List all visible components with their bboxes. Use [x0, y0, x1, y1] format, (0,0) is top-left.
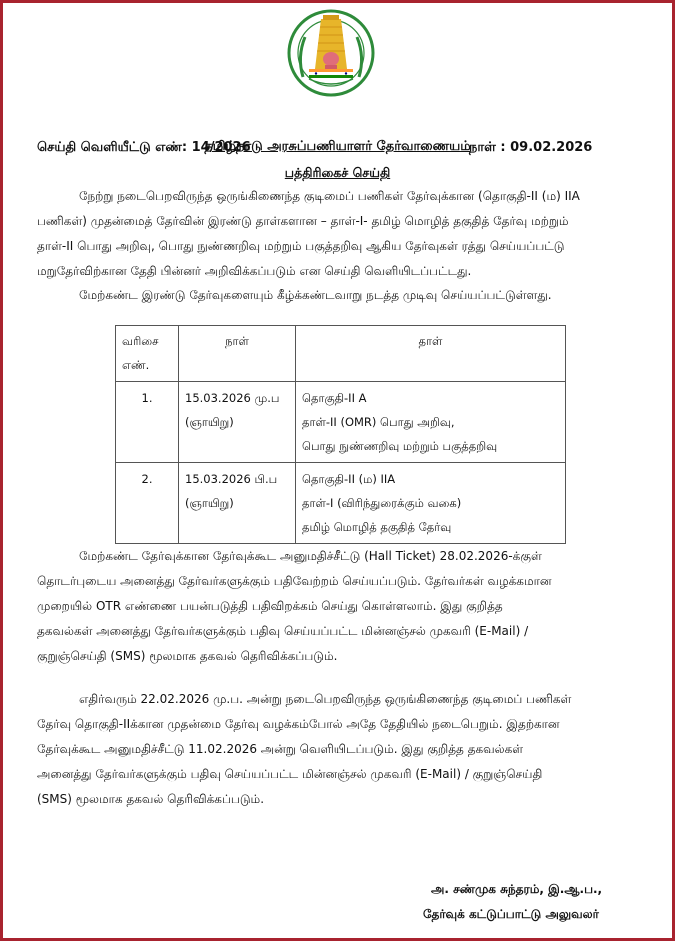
paragraph-exam-cancellation: [37, 184, 639, 284]
paragraph-line: குறுஞ்செய்தி (SMS) மூலமாக தகவல் தெரிவிக்கப்படும்.: [37, 649, 338, 663]
paragraph-decision: [37, 283, 639, 308]
cell-serial: 1.: [116, 382, 179, 463]
paragraph-line: தொடர்புடைய அனைத்து தேர்வர்களுக்கும் பதிவேற்றம் செய்யப்படும். தேர்வர்கள் வழக்கமான: [37, 574, 552, 588]
exam-date: 15.03.2026 பி.ப: [185, 472, 278, 486]
exam-schedule-table: [115, 325, 566, 544]
exam-day: (ஞாயிறு): [185, 496, 234, 510]
paragraph-line: தாள்-II பொது அறிவு, பொது நுண்ணறிவு மற்றும் பகுத்தறிவு ஆகிய தேர்வுகள் ரத்து செய்யப்பட்டு: [37, 239, 565, 253]
paragraph-line: தகவல்கள் அனைத்து தேர்வர்களுக்கும் பதிவு செய்யப்பட்ட மின்னஞ்சல் முகவரி (E-Mail) /: [37, 624, 529, 638]
table-row: [116, 382, 566, 463]
paragraph-line: தேர்வு தொகுதி-IIக்கான முதன்மை தேர்வு வழக்கம்போல் அதே தேதியில் நடைபெறும். இதற்கான: [37, 717, 560, 731]
paragraph-line: பணிகள்) முதன்மைத் தேர்வின் இரண்டு தாள்களான – தாள்-I- தமிழ் மொழித் தகுதித் தேர்வு மற்றும்: [37, 214, 569, 228]
cell-paper: [296, 463, 566, 544]
paragraph-line: அனைத்து தேர்வர்களுக்கும் பதிவு செய்யப்பட்ட மின்னஞ்சல் முகவரி (E-Mail) / குறுஞ்செய்தி: [37, 767, 543, 781]
table-row: [116, 463, 566, 544]
table-header-row: [116, 326, 566, 382]
cell-date: [179, 382, 296, 463]
column-header-date: நாள்: [179, 326, 296, 382]
cell-serial: 2.: [116, 463, 179, 544]
paper-subject: தமிழ் மொழித் தகுதித் தேர்வு: [302, 520, 452, 534]
paragraph-line: எதிர்வரும் 22.02.2026 மு.ப. அன்று நடைபெறவிருந்த ஒருங்கிணைந்த குடிமைப் பணிகள்: [79, 692, 572, 706]
paper-subject: பொது நுண்ணறிவு மற்றும் பகுத்தறிவு: [302, 439, 498, 453]
column-header-paper: தாள்: [296, 326, 566, 382]
paragraph-hall-ticket: [37, 544, 639, 669]
organization-title: தமிழ்நாடு அரசுப்பணியாளர் தேர்வாணையம்: [204, 139, 471, 154]
exam-day: (ஞாயிறு): [185, 415, 234, 429]
paragraph-line: (SMS) மூலமாக தகவல் தெரிவிக்கப்படும்.: [37, 792, 265, 806]
paragraph-line: நேற்று நடைபெறவிருந்த ஒருங்கிணைந்த குடிமைப் பணிகள் தேர்வுக்கான (தொகுதி-II (ம) IIA: [79, 189, 580, 203]
paragraph-line: மேற்கண்ட இரண்டு தேர்வுகளையும் கீழ்க்கண்டவாறு நடத்த முடிவு செய்யப்பட்டுள்ளது.: [79, 288, 552, 302]
paragraph-group2-exam: [37, 687, 639, 812]
paper-group: தொகுதி-II (ம) IIA: [302, 472, 396, 486]
paper-name: தாள்-I (விரிந்துரைக்கும் வகை): [302, 496, 462, 510]
exam-date: 15.03.2026 மு.ப: [185, 391, 280, 405]
column-header-serial: வரிசை எண்.: [116, 326, 179, 382]
paragraph-line: மேற்கண்ட தேர்வுக்கான தேர்வுக்கூட அனுமதிச்சீட்டு (Hall Ticket) 28.02.2026-க்குள்: [79, 549, 542, 563]
paper-name: தாள்-II (OMR) பொது அறிவு,: [302, 415, 455, 429]
paragraph-line: தேர்வுக்கூட அனுமதிச்சீட்டு 11.02.2026 அன்று வெளியிடப்படும். இது குறித்த தகவல்கள்: [37, 742, 524, 756]
tamil-nadu-emblem-icon: [283, 7, 379, 103]
paragraph-line: முறையில் OTR எண்ணை பயன்படுத்தி பதிவிறக்கம் செய்து கொள்ளலாம். இது குறித்த: [37, 599, 503, 613]
paragraph-line: மறுதேர்விற்கான தேதி பின்னர் அறிவிக்கப்படும் என செய்தி வெளியிடப்பட்டது.: [37, 264, 472, 278]
signatory-designation: தேர்வுக் கட்டுப்பாட்டு அலுவலர்: [423, 907, 599, 921]
press-release-title: பத்திரிகைச் செய்தி: [284, 165, 391, 180]
cell-paper: [296, 382, 566, 463]
signatory-name: அ. சண்முக சுந்தரம், இ.ஆ.ப.,: [431, 882, 603, 896]
release-date: நாள் : 09.02.2026: [469, 140, 593, 155]
cell-date: [179, 463, 296, 544]
paper-group: தொகுதி-II A: [302, 391, 367, 405]
release-number: செய்தி வெளியீட்டு எண்: 14/2026: [37, 140, 251, 155]
